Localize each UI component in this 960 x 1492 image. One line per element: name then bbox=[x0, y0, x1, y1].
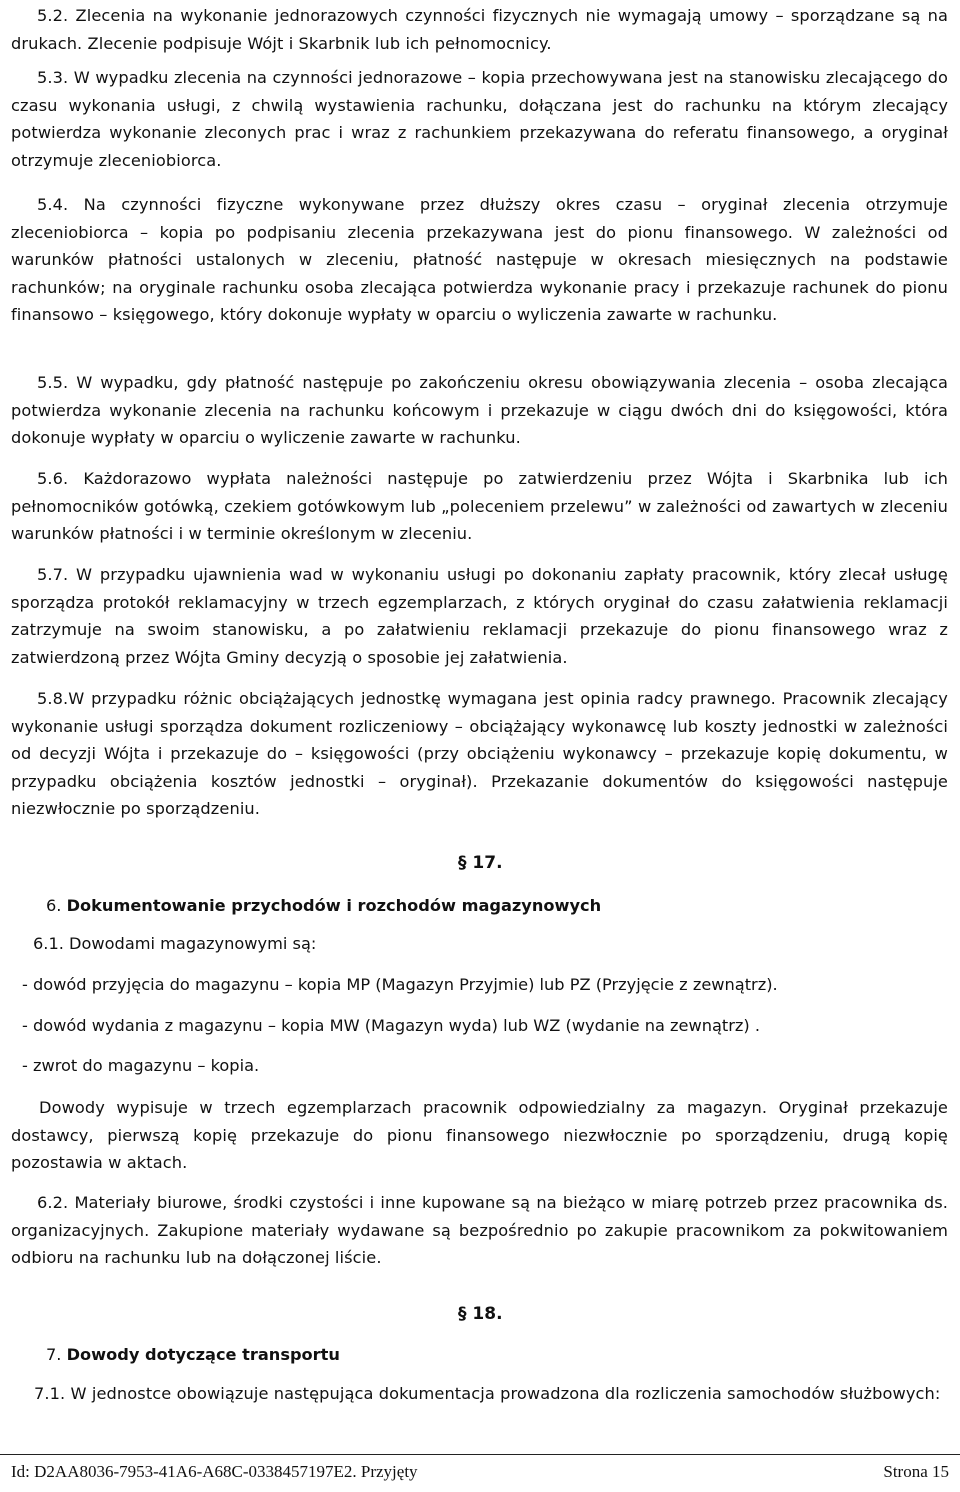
paragraph-6-2: 6.2. Materiały biurowe, środki czystości i inne kupowane są na bieżąco w miarę potrzeb przez pracownika ds. organizacyjnych. Zakupione materiały wydawane są bezpośrednio po zakupie pracownikom za pokwitowaniem odbioru na rachunku lub na dołączonej liście. bbox=[11, 1193, 948, 1267]
section-17-mark: § 17. bbox=[458, 853, 503, 873]
list-item-receipt: - dowód przyjęcia do magazynu – kopia MP (Magazyn Przyjmie) lub PZ (Przyjęcie z zewnątrz). bbox=[22, 975, 778, 994]
section-18-mark: § 18. bbox=[458, 1304, 503, 1324]
paragraph-5-8: 5.8.W przypadku różnic obciążających jednostkę wymagana jest opinia radcy prawnego. Pracownik zlecający wykonanie usługi sporządza dokument rozliczeniowy – obciążający wykonawcę lub koszty jednostki w zależności od decyzji Wójta i przekazuje do – księgowości (przy obciążeniu wykonawcy – przekazuje kopię dokumentu, w przypadku obciążenia kosztów jednostki – oryginał). Przekazanie dokumentów do księgowości następuje niezwłocznie po sporządzeniu. bbox=[11, 689, 948, 818]
paragraph-5-7: 5.7. W przypadku ujawnienia wad w wykonaniu usługi po dokonaniu zapłaty pracownik, który zlecał usługę sporządza protokół reklamacyjny w trzech egzemplarzach, z których oryginał do czasu załatwienia reklamacji zatrzymuje na swoim stanowisku, a po załatwieniu reklamacji przekazuje do pionu finansowego wraz z zatwierdzoną przez Wójta Gminy decyzją o sposobie jej załatwienia. bbox=[11, 565, 948, 667]
footer-document-id: Id: D2AA8036-7953-41A6-A68C-0338457197E2. Przyjęty bbox=[11, 1462, 418, 1481]
list-item-issue: - dowód wydania z magazynu – kopia MW (Magazyn wyda) lub WZ (wydanie na zewnątrz) . bbox=[22, 1016, 760, 1035]
paragraph-dowody: Dowody wypisuje w trzech egzemplarzach pracownik odpowiedzialny za magazyn. Oryginał przekazuje dostawcy, pierwszą kopię przekazuje do pionu finansowego niezwłocznie po sporządzeniu, drugą kopię pozostawia w aktach. bbox=[11, 1098, 948, 1172]
paragraph-5-6: 5.6. Każdorazowo wypłata należności następuje po zatwierdzeniu przez Wójta i Skarbnika lub ich pełnomocników gotówką, czekiem gotówkowym lub „poleceniem przelewu” w zależności od zawartych w zleceniu warunków płatności i w terminie określonym w zleceniu. bbox=[11, 469, 948, 543]
paragraph-7-1: 7.1. W jednostce obowiązuje następująca dokumentacja prowadzona dla rozliczenia samochodów służbowych: bbox=[34, 1384, 941, 1403]
heading-6-number: 6. bbox=[46, 896, 62, 915]
paragraph-6-1: 6.1. Dowodami magazynowymi są: bbox=[33, 934, 317, 953]
footer-divider bbox=[0, 1454, 960, 1455]
list-item-return: - zwrot do magazynu – kopia. bbox=[22, 1056, 260, 1075]
paragraph-5-4: 5.4. Na czynności fizyczne wykonywane przez dłuższy okres czasu – oryginał zlecenia otrzymuje zleceniobiorca – kopia po podpisaniu zlecenia przekazywana jest do pionu finansowego. W zależności od warunków płatności ustalonych w zleceniu, płatność następuje w okresach miesięcznych na podstawie rachunków; na oryginale rachunku osoba zlecająca potwierdza wykonanie pracy i przekazuje rachunek do pionu finansowo – księgowego, który dokonuje wypłaty w oparciu o wyliczenia zawarte w rachunku. bbox=[11, 195, 948, 324]
paragraph-5-3: 5.3. W wypadku zlecenia na czynności jednorazowe – kopia przechowywana jest na stanowisku zlecającego do czasu wykonania usługi, z chwilą wystawienia rachunku, dołączana jest do rachunku na którym zlecający potwierdza wykonanie zleconych prac i wraz z rachunkiem przekazywana do referatu finansowego, a oryginał otrzymuje zleceniobiorca. bbox=[11, 68, 948, 170]
paragraph-5-5: 5.5. W wypadku, gdy płatność następuje po zakończeniu okresu obowiązywania zlecenia – osoba zlecająca potwierdza wykonanie zlecenia na rachunku końcowym i przekazuje w ciągu dwóch dni do księgowości, która dokonuje wypłaty w oparciu o wyliczenie zawarte w rachunku. bbox=[11, 373, 948, 447]
heading-7-number: 7. bbox=[46, 1345, 62, 1364]
paragraph-5-2: 5.2. Zlecenia na wykonanie jednorazowych czynności fizycznych nie wymagają umowy – sporządzane są na drukach. Zlecenie podpisuje Wójt i Skarbnik lub ich pełnomocnicy. bbox=[11, 6, 948, 53]
heading-7 bbox=[46, 1341, 340, 1369]
heading-7-title: Dowody dotyczące transportu bbox=[66, 1345, 340, 1364]
heading-6 bbox=[46, 892, 601, 920]
footer-page-number: Strona 15 bbox=[883, 1462, 949, 1481]
heading-6-title: Dokumentowanie przychodów i rozchodów magazynowych bbox=[66, 896, 602, 915]
